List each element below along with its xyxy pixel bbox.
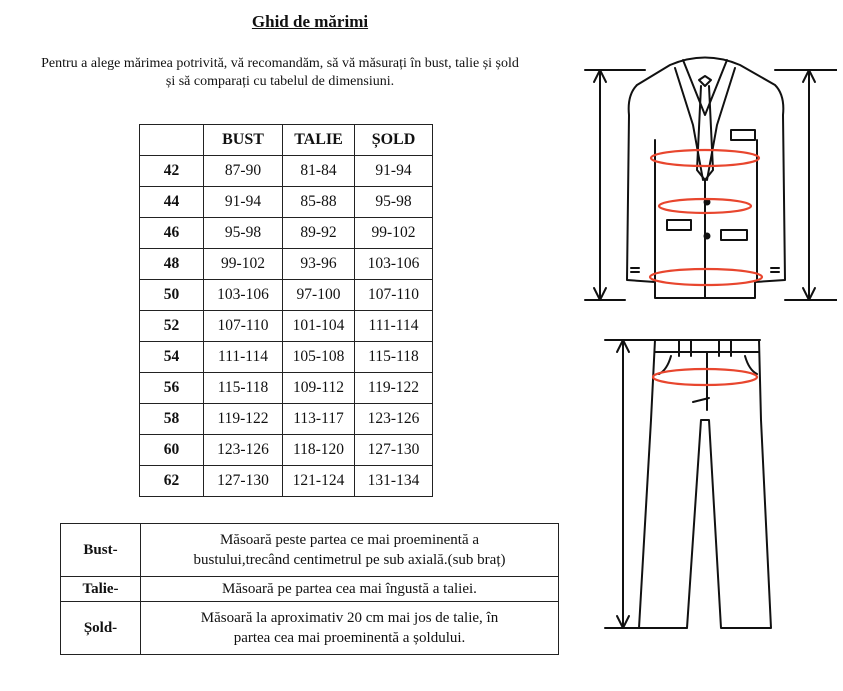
note-text-bust [141,524,559,577]
size-table [139,124,433,497]
sold-cell: 127-130 [355,435,433,466]
table-row [140,435,433,466]
table-row [140,218,433,249]
bust-cell: 123-126 [204,435,283,466]
note-key-sold: Șold- [61,602,141,655]
talie-cell: 118-120 [283,435,355,466]
suit-jacket-icon [627,58,785,299]
sold-cell: 115-118 [355,342,433,373]
note-row-sold [61,602,559,655]
sold-cell: 123-126 [355,404,433,435]
intro-line-2: și să comparați cu tabelul de dimensiuni. [165,74,395,89]
talie-cell: 101-104 [283,311,355,342]
bust-cell: 115-118 [204,373,283,404]
size-cell: 48 [140,249,204,280]
size-cell: 54 [140,342,204,373]
note-line: Măsoară peste partea ce mai proeminentă a [219,532,480,548]
sold-cell: 95-98 [355,187,433,218]
talie-cell: 109-112 [283,373,355,404]
page-title-text: Ghid de mărimi [251,12,369,31]
size-cell: 50 [140,280,204,311]
header-sold: ȘOLD [355,125,433,156]
sold-cell: 119-122 [355,373,433,404]
talie-cell: 89-92 [283,218,355,249]
bust-cell: 91-94 [204,187,283,218]
note-key-talie: Talie- [61,577,141,602]
sold-cell: 99-102 [355,218,433,249]
bust-cell: 87-90 [204,156,283,187]
intro-line-1: Pentru a alege mărimea potrivită, vă recomandăm, să vă măsurați în bust, talie și șold [41,56,519,71]
header-bust: BUST [204,125,283,156]
trouser-waist-ellipse [653,369,757,385]
table-row [140,466,433,497]
trousers-icon [639,340,771,628]
note-line: Măsoară la aproximativ 20 cm mai jos de talie, în [200,610,499,626]
talie-cell: 93-96 [283,249,355,280]
bust-cell: 119-122 [204,404,283,435]
size-cell: 42 [140,156,204,187]
page-title [0,12,620,32]
sold-cell: 107-110 [355,280,433,311]
note-row-bust [61,524,559,577]
bust-cell: 127-130 [204,466,283,497]
bust-cell: 99-102 [204,249,283,280]
table-row [140,249,433,280]
sold-cell: 111-114 [355,311,433,342]
size-cell: 60 [140,435,204,466]
table-row [140,373,433,404]
size-cell: 58 [140,404,204,435]
note-text-talie: Măsoară pe partea cea mai îngustă a taliei. [141,577,559,602]
sold-cell: 103-106 [355,249,433,280]
note-row-talie [61,577,559,602]
bust-cell: 103-106 [204,280,283,311]
bust-cell: 111-114 [204,342,283,373]
header-talie: TALIE [283,125,355,156]
note-line: bustului,trecând centimetrul pe sub axială.(sub braț) [193,552,506,568]
talie-cell: 105-108 [283,342,355,373]
bust-measure-ellipse [651,150,759,166]
measure-arrow-icon [585,70,837,300]
talie-cell: 121-124 [283,466,355,497]
table-row [140,311,433,342]
table-row [140,342,433,373]
suit-figure [575,40,837,650]
size-table-header [140,125,433,156]
table-row [140,187,433,218]
table-row [140,156,433,187]
talie-cell: 85-88 [283,187,355,218]
size-cell: 46 [140,218,204,249]
size-cell: 44 [140,187,204,218]
header-empty [140,125,204,156]
size-cell: 62 [140,466,204,497]
note-text-sold [141,602,559,655]
note-key-bust: Bust- [61,524,141,577]
talie-cell: 97-100 [283,280,355,311]
size-cell: 56 [140,373,204,404]
talie-cell: 113-117 [283,404,355,435]
table-row [140,280,433,311]
sold-cell: 91-94 [355,156,433,187]
table-row [140,404,433,435]
talie-cell: 81-84 [283,156,355,187]
bust-cell: 107-110 [204,311,283,342]
measurement-notes-table [60,523,559,655]
intro-text [0,55,560,91]
note-line: partea cea mai proeminentă a șoldului. [233,630,466,646]
sold-cell: 131-134 [355,466,433,497]
bust-cell: 95-98 [204,218,283,249]
size-cell: 52 [140,311,204,342]
